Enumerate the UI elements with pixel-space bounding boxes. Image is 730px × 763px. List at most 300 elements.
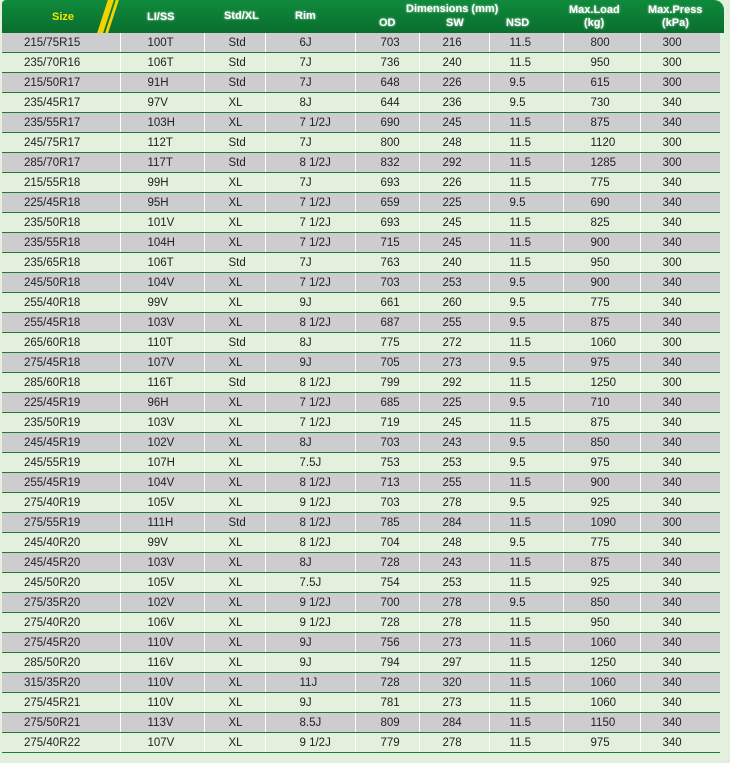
cell-nsd: 11.5 <box>489 733 563 753</box>
cell-sw: 292 <box>419 373 489 393</box>
cell-nsd: 11.5 <box>489 213 563 233</box>
cell-li: 107V <box>120 353 204 373</box>
cell-press: 340 <box>640 613 720 633</box>
cell-load: 850 <box>563 433 640 453</box>
cell-press: 300 <box>640 133 720 153</box>
cell-load: 875 <box>563 113 640 133</box>
cell-sw: 278 <box>419 593 489 613</box>
cell-sw: 245 <box>419 213 489 233</box>
cell-press: 340 <box>640 213 720 233</box>
cell-li: 96H <box>120 393 204 413</box>
cell-press: 340 <box>640 633 720 653</box>
cell-load: 825 <box>563 213 640 233</box>
cell-li: 110V <box>120 693 204 713</box>
cell-rim: 7 1/2J <box>265 273 355 293</box>
cell-load: 800 <box>563 33 640 53</box>
cell-rim: 8J <box>265 553 355 573</box>
cell-li: 104V <box>120 273 204 293</box>
table-row <box>2 473 720 493</box>
cell-nsd: 11.5 <box>489 53 563 73</box>
cell-sw: 320 <box>419 673 489 693</box>
cell-sw: 245 <box>419 113 489 133</box>
cell-size: 245/50R20 <box>2 573 120 593</box>
cell-sw: 240 <box>419 53 489 73</box>
cell-rim: 9J <box>265 693 355 713</box>
cell-size: 285/50R20 <box>2 653 120 673</box>
cell-sw: 255 <box>419 473 489 493</box>
cell-press: 340 <box>640 93 720 113</box>
table-row <box>2 113 720 133</box>
table-row <box>2 673 720 693</box>
cell-od: 800 <box>355 133 419 153</box>
cell-std: XL <box>204 453 265 473</box>
cell-load: 1150 <box>563 713 640 733</box>
cell-sw: 272 <box>419 333 489 353</box>
cell-std: XL <box>204 433 265 453</box>
cell-li: 111H <box>120 513 204 533</box>
cell-rim: 7J <box>265 73 355 93</box>
cell-li: 116V <box>120 653 204 673</box>
cell-rim: 9 1/2J <box>265 613 355 633</box>
cell-nsd: 11.5 <box>489 333 563 353</box>
cell-std: XL <box>204 733 265 753</box>
cell-std: XL <box>204 573 265 593</box>
cell-sw: 225 <box>419 193 489 213</box>
table-row <box>2 513 720 533</box>
cell-std: XL <box>204 533 265 553</box>
cell-std: XL <box>204 673 265 693</box>
cell-li: 117T <box>120 153 204 173</box>
cell-std: XL <box>204 313 265 333</box>
cell-nsd: 9.5 <box>489 73 563 93</box>
table-body <box>2 33 720 753</box>
table-row <box>2 173 720 193</box>
table-row <box>2 93 720 113</box>
cell-od: 775 <box>355 333 419 353</box>
cell-rim: 8J <box>265 433 355 453</box>
cell-press: 340 <box>640 293 720 313</box>
cell-load: 975 <box>563 733 640 753</box>
cell-od: 713 <box>355 473 419 493</box>
cell-nsd: 9.5 <box>489 293 563 313</box>
cell-load: 850 <box>563 593 640 613</box>
cell-li: 104H <box>120 233 204 253</box>
table-row <box>2 653 720 673</box>
cell-size: 245/45R20 <box>2 553 120 573</box>
cell-li: 102V <box>120 433 204 453</box>
cell-od: 736 <box>355 53 419 73</box>
cell-size: 235/50R19 <box>2 413 120 433</box>
cell-sw: 278 <box>419 493 489 513</box>
table-row <box>2 713 720 733</box>
cell-nsd: 11.5 <box>489 673 563 693</box>
cell-od: 832 <box>355 153 419 173</box>
cell-od: 661 <box>355 293 419 313</box>
cell-std: Std <box>204 73 265 93</box>
cell-li: 106T <box>120 253 204 273</box>
cell-std: Std <box>204 33 265 53</box>
cell-std: XL <box>204 613 265 633</box>
cell-load: 1090 <box>563 513 640 533</box>
cell-size: 215/55R18 <box>2 173 120 193</box>
cell-size: 275/40R22 <box>2 733 120 753</box>
cell-std: XL <box>204 173 265 193</box>
cell-nsd: 9.5 <box>489 93 563 113</box>
cell-li: 112T <box>120 133 204 153</box>
cell-sw: 253 <box>419 573 489 593</box>
cell-size: 315/35R20 <box>2 673 120 693</box>
cell-std: XL <box>204 93 265 113</box>
cell-nsd: 9.5 <box>489 353 563 373</box>
cell-load: 900 <box>563 233 640 253</box>
cell-std: Std <box>204 53 265 73</box>
cell-std: Std <box>204 153 265 173</box>
cell-load: 1120 <box>563 133 640 153</box>
cell-size: 255/45R19 <box>2 473 120 493</box>
cell-press: 340 <box>640 233 720 253</box>
cell-nsd: 11.5 <box>489 373 563 393</box>
cell-press: 340 <box>640 393 720 413</box>
cell-sw: 273 <box>419 693 489 713</box>
cell-load: 615 <box>563 73 640 93</box>
cell-od: 728 <box>355 553 419 573</box>
cell-od: 703 <box>355 273 419 293</box>
cell-press: 340 <box>640 653 720 673</box>
cell-sw: 216 <box>419 33 489 53</box>
cell-rim: 7.5J <box>265 573 355 593</box>
cell-li: 110T <box>120 333 204 353</box>
cell-press: 300 <box>640 53 720 73</box>
cell-li: 107H <box>120 453 204 473</box>
cell-nsd: 11.5 <box>489 633 563 653</box>
cell-std: Std <box>204 373 265 393</box>
cell-nsd: 11.5 <box>489 253 563 273</box>
table-row <box>2 313 720 333</box>
cell-li: 113V <box>120 713 204 733</box>
cell-size: 275/40R19 <box>2 493 120 513</box>
cell-std: Std <box>204 333 265 353</box>
cell-od: 659 <box>355 193 419 213</box>
cell-rim: 6J <box>265 33 355 53</box>
cell-nsd: 9.5 <box>489 313 563 333</box>
cell-nsd: 11.5 <box>489 693 563 713</box>
cell-load: 1285 <box>563 153 640 173</box>
cell-rim: 7J <box>265 53 355 73</box>
table-row <box>2 593 720 613</box>
cell-rim: 8 1/2J <box>265 473 355 493</box>
cell-li: 102V <box>120 593 204 613</box>
cell-size: 275/35R20 <box>2 593 120 613</box>
cell-od: 794 <box>355 653 419 673</box>
cell-size: 245/40R20 <box>2 533 120 553</box>
cell-std: XL <box>204 553 265 573</box>
cell-size: 285/70R17 <box>2 153 120 173</box>
table-row <box>2 233 720 253</box>
table-row <box>2 73 720 93</box>
table-row <box>2 333 720 353</box>
cell-sw: 243 <box>419 433 489 453</box>
cell-rim: 8 1/2J <box>265 533 355 553</box>
cell-nsd: 11.5 <box>489 613 563 633</box>
cell-sw: 297 <box>419 653 489 673</box>
cell-size: 245/55R19 <box>2 453 120 473</box>
cell-nsd: 9.5 <box>489 593 563 613</box>
table-row <box>2 393 720 413</box>
cell-press: 340 <box>640 433 720 453</box>
cell-size: 235/55R17 <box>2 113 120 133</box>
table-row <box>2 433 720 453</box>
cell-size: 245/45R19 <box>2 433 120 453</box>
cell-size: 225/45R19 <box>2 393 120 413</box>
cell-nsd: 11.5 <box>489 173 563 193</box>
cell-nsd: 11.5 <box>489 33 563 53</box>
cell-size: 225/45R18 <box>2 193 120 213</box>
cell-sw: 278 <box>419 613 489 633</box>
cell-press: 300 <box>640 253 720 273</box>
cell-press: 340 <box>640 313 720 333</box>
cell-std: XL <box>204 593 265 613</box>
cell-li: 103V <box>120 313 204 333</box>
cell-size: 215/75R15 <box>2 33 120 53</box>
table-header <box>2 0 724 33</box>
cell-std: XL <box>204 233 265 253</box>
cell-press: 340 <box>640 573 720 593</box>
cell-std: Std <box>204 513 265 533</box>
table-row <box>2 573 720 593</box>
cell-li: 95H <box>120 193 204 213</box>
cell-load: 900 <box>563 473 640 493</box>
cell-size: 245/50R18 <box>2 273 120 293</box>
cell-size: 275/45R20 <box>2 633 120 653</box>
cell-sw: 226 <box>419 173 489 193</box>
cell-size: 275/45R18 <box>2 353 120 373</box>
cell-size: 235/50R18 <box>2 213 120 233</box>
table-row <box>2 33 720 53</box>
cell-rim: 8J <box>265 93 355 113</box>
cell-press: 340 <box>640 113 720 133</box>
cell-li: 101V <box>120 213 204 233</box>
table-row <box>2 553 720 573</box>
cell-od: 704 <box>355 533 419 553</box>
cell-od: 728 <box>355 613 419 633</box>
cell-li: 103V <box>120 413 204 433</box>
cell-sw: 255 <box>419 313 489 333</box>
cell-nsd: 11.5 <box>489 513 563 533</box>
cell-li: 104V <box>120 473 204 493</box>
cell-load: 1060 <box>563 333 640 353</box>
table-row <box>2 153 720 173</box>
cell-sw: 284 <box>419 713 489 733</box>
cell-press: 300 <box>640 153 720 173</box>
cell-size: 215/50R17 <box>2 73 120 93</box>
cell-rim: 7J <box>265 133 355 153</box>
cell-size: 265/60R18 <box>2 333 120 353</box>
cell-load: 875 <box>563 413 640 433</box>
cell-load: 975 <box>563 353 640 373</box>
cell-press: 300 <box>640 333 720 353</box>
cell-size: 275/40R20 <box>2 613 120 633</box>
cell-load: 950 <box>563 253 640 273</box>
cell-od: 753 <box>355 453 419 473</box>
cell-li: 116T <box>120 373 204 393</box>
cell-load: 710 <box>563 393 640 413</box>
table-row <box>2 353 720 373</box>
cell-sw: 236 <box>419 93 489 113</box>
cell-nsd: 11.5 <box>489 573 563 593</box>
cell-rim: 7J <box>265 253 355 273</box>
cell-load: 1250 <box>563 373 640 393</box>
cell-size: 235/65R18 <box>2 253 120 273</box>
cell-load: 975 <box>563 453 640 473</box>
cell-nsd: 9.5 <box>489 433 563 453</box>
cell-li: 105V <box>120 573 204 593</box>
cell-sw: 260 <box>419 293 489 313</box>
cell-press: 340 <box>640 693 720 713</box>
cell-nsd: 11.5 <box>489 553 563 573</box>
cell-od: 763 <box>355 253 419 273</box>
cell-rim: 9J <box>265 633 355 653</box>
cell-rim: 7 1/2J <box>265 193 355 213</box>
table-row <box>2 493 720 513</box>
cell-nsd: 9.5 <box>489 193 563 213</box>
header-max-press: Max.Press <box>648 4 703 16</box>
cell-rim: 8 1/2J <box>265 153 355 173</box>
cell-od: 705 <box>355 353 419 373</box>
cell-load: 775 <box>563 173 640 193</box>
cell-nsd: 9.5 <box>489 493 563 513</box>
cell-press: 340 <box>640 553 720 573</box>
cell-nsd: 11.5 <box>489 153 563 173</box>
cell-size: 255/45R18 <box>2 313 120 333</box>
cell-std: XL <box>204 393 265 413</box>
table-row <box>2 273 720 293</box>
table-row <box>2 633 720 653</box>
cell-li: 110V <box>120 673 204 693</box>
cell-od: 799 <box>355 373 419 393</box>
cell-od: 685 <box>355 393 419 413</box>
cell-press: 340 <box>640 173 720 193</box>
cell-std: XL <box>204 473 265 493</box>
cell-std: XL <box>204 713 265 733</box>
cell-sw: 225 <box>419 393 489 413</box>
cell-std: XL <box>204 193 265 213</box>
cell-std: XL <box>204 113 265 133</box>
cell-press: 340 <box>640 273 720 293</box>
cell-sw: 253 <box>419 453 489 473</box>
cell-size: 235/70R16 <box>2 53 120 73</box>
cell-od: 809 <box>355 713 419 733</box>
cell-sw: 248 <box>419 133 489 153</box>
cell-load: 1060 <box>563 633 640 653</box>
cell-std: XL <box>204 413 265 433</box>
cell-rim: 9 1/2J <box>265 493 355 513</box>
cell-load: 1250 <box>563 653 640 673</box>
cell-press: 340 <box>640 473 720 493</box>
cell-od: 779 <box>355 733 419 753</box>
cell-size: 275/45R21 <box>2 693 120 713</box>
cell-size: 285/60R18 <box>2 373 120 393</box>
cell-load: 775 <box>563 533 640 553</box>
header-nsd: NSD <box>506 17 530 29</box>
cell-press: 300 <box>640 33 720 53</box>
cell-load: 950 <box>563 53 640 73</box>
cell-rim: 9 1/2J <box>265 733 355 753</box>
header-max-press-unit: (kPa) <box>662 17 689 29</box>
cell-od: 693 <box>355 213 419 233</box>
cell-od: 687 <box>355 313 419 333</box>
cell-rim: 8J <box>265 333 355 353</box>
cell-press: 340 <box>640 453 720 473</box>
cell-std: XL <box>204 493 265 513</box>
table-row <box>2 53 720 73</box>
cell-press: 340 <box>640 413 720 433</box>
cell-std: XL <box>204 353 265 373</box>
cell-od: 690 <box>355 113 419 133</box>
cell-sw: 273 <box>419 353 489 373</box>
table-row <box>2 253 720 273</box>
header-sw: SW <box>446 17 464 29</box>
cell-std: Std <box>204 253 265 273</box>
table-row <box>2 533 720 553</box>
cell-sw: 245 <box>419 233 489 253</box>
cell-li: 99H <box>120 173 204 193</box>
table-row <box>2 373 720 393</box>
table-row <box>2 193 720 213</box>
cell-od: 693 <box>355 173 419 193</box>
cell-rim: 9 1/2J <box>265 593 355 613</box>
cell-rim: 11J <box>265 673 355 693</box>
cell-sw: 248 <box>419 533 489 553</box>
cell-od: 703 <box>355 33 419 53</box>
cell-press: 300 <box>640 513 720 533</box>
cell-li: 100T <box>120 33 204 53</box>
cell-rim: 7 1/2J <box>265 413 355 433</box>
cell-nsd: 11.5 <box>489 713 563 733</box>
cell-li: 103V <box>120 553 204 573</box>
cell-rim: 7 1/2J <box>265 393 355 413</box>
cell-size: 275/50R21 <box>2 713 120 733</box>
cell-nsd: 9.5 <box>489 453 563 473</box>
cell-press: 340 <box>640 193 720 213</box>
cell-li: 97V <box>120 93 204 113</box>
header-max-load: Max.Load <box>569 4 620 16</box>
header-std-xl: Std/XL <box>224 10 259 22</box>
cell-std: XL <box>204 653 265 673</box>
cell-nsd: 9.5 <box>489 393 563 413</box>
cell-sw: 284 <box>419 513 489 533</box>
cell-nsd: 11.5 <box>489 653 563 673</box>
cell-li: 106T <box>120 53 204 73</box>
cell-press: 340 <box>640 533 720 553</box>
cell-li: 110V <box>120 633 204 653</box>
cell-load: 775 <box>563 293 640 313</box>
cell-load: 1060 <box>563 693 640 713</box>
cell-li: 99V <box>120 533 204 553</box>
cell-load: 690 <box>563 193 640 213</box>
cell-sw: 292 <box>419 153 489 173</box>
cell-od: 715 <box>355 233 419 253</box>
cell-press: 340 <box>640 673 720 693</box>
cell-load: 875 <box>563 313 640 333</box>
cell-press: 300 <box>640 373 720 393</box>
cell-od: 785 <box>355 513 419 533</box>
cell-nsd: 11.5 <box>489 473 563 493</box>
tire-spec-table <box>2 33 720 753</box>
cell-nsd: 11.5 <box>489 113 563 133</box>
cell-li: 99V <box>120 293 204 313</box>
cell-std: XL <box>204 213 265 233</box>
cell-rim: 9J <box>265 353 355 373</box>
